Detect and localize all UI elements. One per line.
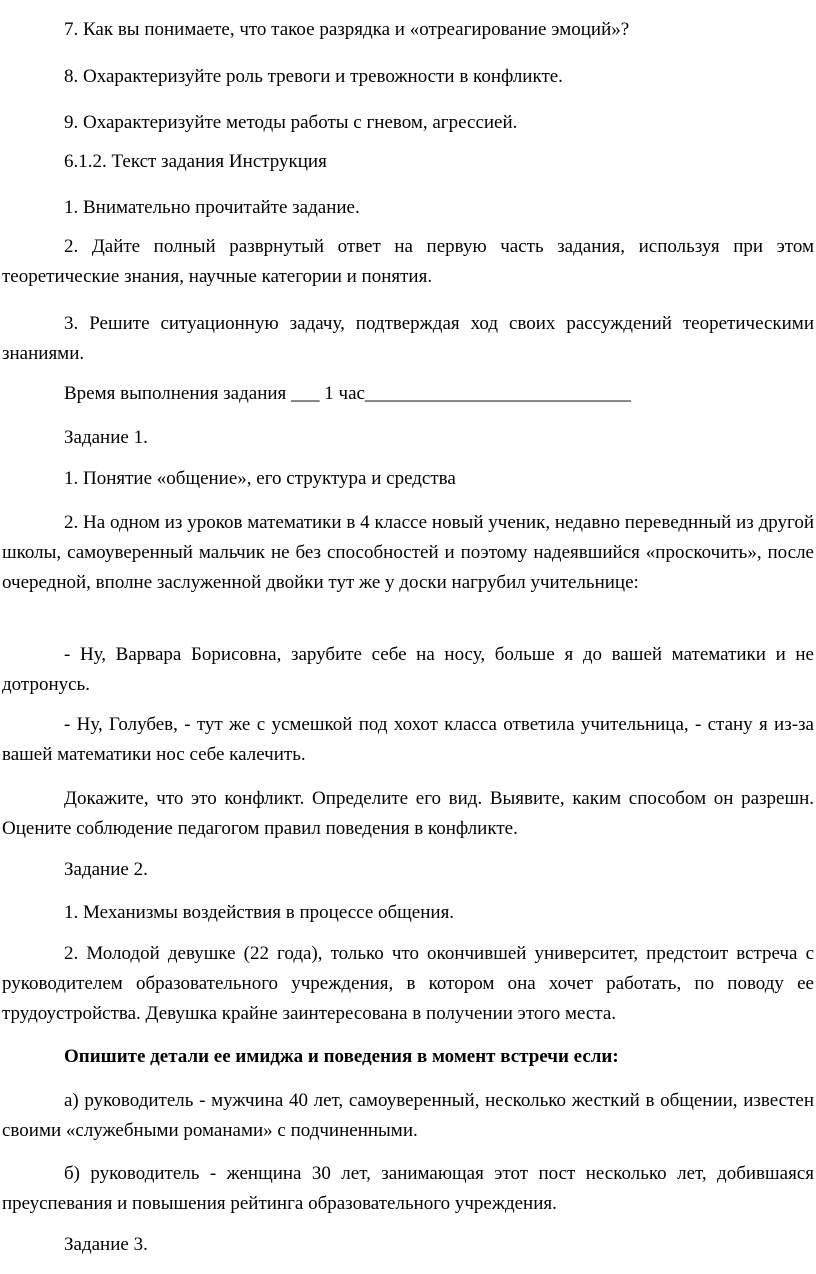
task-1-quote-2: - Ну, Голубев, - тут же с усмешкой под хохот класса ответила учительница, - стану я из-за вашей математики нос себе калечить. — [2, 714, 814, 765]
task-1-question: Докажите, что это конфликт. Определите его вид. Выявите, каким способом он разрешн. Оцените соблюдение педагогом правил поведения в конфликте. — [2, 788, 814, 839]
task-3-title: Задание 3. — [64, 1234, 148, 1255]
question-9: 9. Охарактеризуйте методы работы с гневом, агрессией. — [64, 112, 518, 133]
question-7: 7. Как вы понимаете, что такое разрядка и «отреагирование эмоций»? — [64, 19, 630, 40]
task-2-item-2: 2. Молодой девушке (22 года), только что окончившей университет, предстоит встреча с руководителем образовательного учреждения, в котором она хочет работать, по поводу ее трудоустройства. Девушка крайне заинтересована в получении этого места. — [2, 943, 814, 1024]
task-2-option-a: а) руководитель - мужчина 40 лет, самоуверенный, несколько жесткий в общении, известен своими «служебными романами» с подчиненными. — [2, 1090, 814, 1141]
task-2-item-1: 1. Механизмы воздействия в процессе общения. — [64, 902, 455, 923]
instruction-3: 3. Решите ситуационную задачу, подтверждая ход своих рассуждений теоретическими знаниями. — [2, 313, 814, 364]
task-1-quote-1: - Ну, Варвара Борисовна, зарубите себе на носу, больше я до вашей математики и не дотронусь. — [2, 644, 814, 695]
task-1-title: Задание 1. — [64, 427, 148, 448]
task-1-item-2: 2. На одном из уроков математики в 4 классе новый ученик, недавно переведнный из другой школы, самоуверенный мальчик не без способностей и поэтому надеявшийся «проскочить», после очередной, вполне заслуженной двойки тут же у доски нагрубил учительнице: — [2, 512, 814, 593]
question-8: 8. Охарактеризуйте роль тревоги и тревожности в конфликте. — [64, 66, 563, 87]
task-2-prompt: Опишите детали ее имиджа и поведения в момент встречи если: — [64, 1046, 619, 1067]
instruction-1: 1. Внимательно прочитайте задание. — [64, 197, 360, 218]
section-heading: 6.1.2. Текст задания Инструкция — [64, 151, 327, 172]
task-2-title: Задание 2. — [64, 859, 148, 880]
instruction-2: 2. Дайте полный разврнутый ответ на первую часть задания, используя при этом теоретические знания, научные категории и понятия. — [2, 236, 814, 287]
task-2-option-b: б) руководитель - женщина 30 лет, занимающая этот пост несколько лет, добившаяся преуспевания и повышения рейтинга образовательного учреждения. — [2, 1163, 814, 1214]
task-1-item-1: 1. Понятие «общение», его структура и средства — [64, 468, 456, 489]
time-limit: Время выполнения задания ___ 1 час____________________________ — [64, 383, 631, 404]
